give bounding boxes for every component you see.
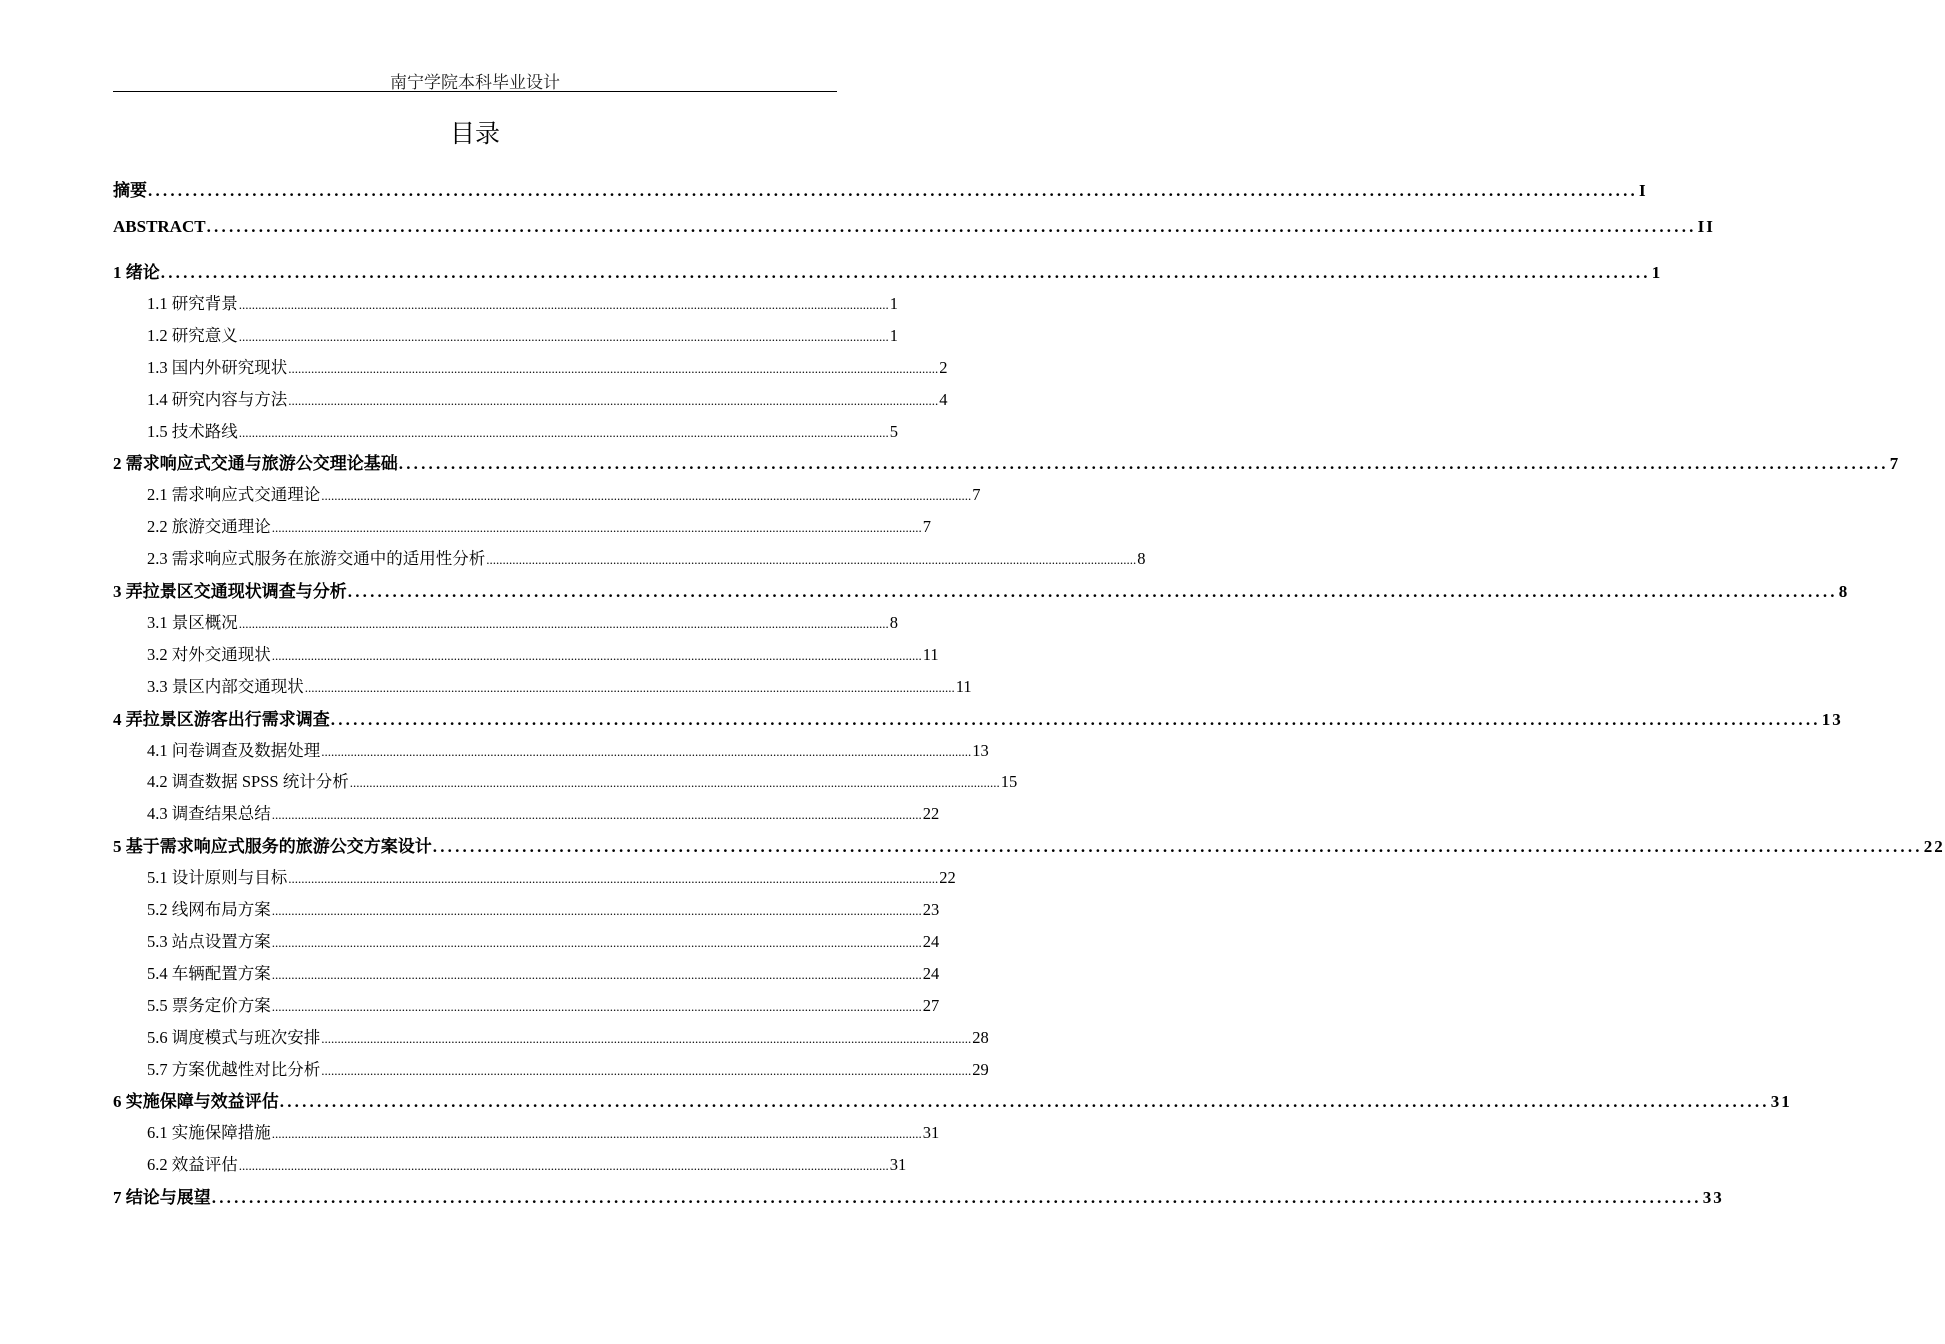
toc-entry-page: 31 [922, 1123, 940, 1143]
toc-entry-page: 27 [922, 995, 940, 1015]
toc-entry-page: 1 [889, 325, 898, 345]
toc-entry[interactable] [113, 1183, 1724, 1208]
toc-entry-page: 1 [1651, 263, 1663, 282]
toc-leader-dots: ........................................................................................................................................................................................................ [486, 552, 1137, 568]
toc-entry[interactable] [113, 481, 981, 505]
toc-leader-dots: ........................................................................................................................................................................................................ [288, 871, 939, 887]
toc-entry[interactable] [113, 290, 898, 314]
toc-entry-title: 5.7 方案优越性对比分析 [147, 1059, 321, 1079]
toc-entry[interactable] [113, 322, 898, 346]
toc-entry-page: 24 [922, 931, 940, 951]
toc-entry-title: 5.4 车辆配置方案 [147, 963, 271, 983]
toc-entry-title: 6.1 实施保障措施 [147, 1123, 271, 1143]
toc-entry[interactable] [113, 896, 940, 920]
toc-entry-page: 11 [955, 676, 972, 696]
toc-leader-dots: ........................................................................................................................................................................................................ [238, 328, 889, 344]
toc-entry[interactable] [113, 258, 1663, 283]
toc-leader-dots: ........................................................................................................................................................................................................ [271, 1126, 922, 1142]
toc-entry-page: 28 [972, 1027, 989, 1047]
toc-entry-page: 11 [922, 644, 939, 664]
toc-entry-page: 22 [939, 868, 956, 888]
toc-entry-page: 1 [889, 293, 898, 313]
toc-entry-page: 15 [1000, 772, 1018, 792]
toc-entry[interactable] [113, 577, 1850, 602]
toc-entry-title: 5.1 设计原则与目标 [147, 868, 288, 888]
toc-entry[interactable] [113, 960, 940, 984]
toc-leader-dots: ........................................................................................................................................................................................................ [321, 1030, 972, 1046]
toc-entry-title: 1.5 技术路线 [147, 421, 238, 441]
toc-entry-page: I [1639, 181, 1648, 200]
toc-entry[interactable] [113, 673, 972, 697]
toc-leader-dots: ........................................................................................................................................................................................................ [321, 488, 972, 504]
toc-leader-dots: ........................................................................................................................................................................................................ [271, 647, 922, 663]
toc-entry-title: 1.4 研究内容与方法 [147, 389, 288, 409]
toc-entry[interactable] [113, 705, 1843, 730]
toc-leader-dots: ........................................................................................................................................................................................................ [148, 181, 1638, 200]
toc-entry[interactable] [113, 641, 939, 665]
toc-leader-dots: ........................................................................................................................................................................................................ [349, 775, 1000, 791]
toc-leader-dots: ........................................................................................................................................................................................................ [238, 1158, 889, 1174]
toc-leader-dots: ........................................................................................................................................................................................................ [271, 934, 922, 950]
toc-leader-dots: ........................................................................................................................................................................................................ [271, 966, 922, 982]
toc-entry[interactable] [113, 737, 989, 761]
toc-entry[interactable] [113, 418, 898, 442]
toc-leader-dots: ........................................................................................................................................................................................................ [271, 903, 922, 918]
toc-entry-title: 1.1 研究背景 [147, 293, 238, 313]
toc-leader-dots: ........................................................................................................................................................................................................ [271, 520, 922, 536]
toc-entry-page: 8 [889, 612, 898, 632]
toc-entry-title: 2 需求响应式交通与旅游公交理论基础 [113, 454, 398, 474]
toc-entry[interactable] [113, 800, 940, 824]
toc-leader-dots: ........................................................................................................................................................................................................ [288, 392, 939, 408]
toc-entry-title: 5.3 站点设置方案 [147, 931, 271, 951]
toc-entry-page: 13 [1821, 709, 1843, 729]
toc-entry[interactable] [113, 176, 1648, 201]
toc-entry-title: 3 弄拉景区交通现状调查与分析 [113, 582, 347, 601]
toc-entry[interactable] [113, 386, 948, 410]
toc-entry-page: 4 [939, 389, 948, 409]
toc-entry-title: 4.2 调查数据 SPSS 统计分析 [147, 772, 349, 792]
toc-entry-title: 4.1 问卷调查及数据处理 [147, 740, 321, 760]
toc-entry[interactable] [113, 545, 1146, 569]
toc-entry-page: 22 [922, 804, 940, 824]
toc-entry[interactable] [113, 992, 940, 1016]
toc-entry[interactable] [113, 928, 940, 952]
toc-entry-title: 3.3 景区内部交通现状 [147, 676, 304, 696]
toc-entry-title: 2.1 需求响应式交通理论 [147, 485, 321, 505]
toc-entry-page: 23 [922, 900, 940, 919]
toc-entry[interactable] [113, 513, 931, 537]
toc-entry-page: 24 [922, 963, 940, 983]
page-title: 目录 [449, 119, 500, 148]
toc-entry-title: 5.2 线网布局方案 [147, 900, 271, 919]
toc-leader-dots: ........................................................................................................................................................................................................ [238, 296, 889, 312]
toc-leader-dots: ........................................................................................................................................................................................................ [432, 837, 1923, 857]
toc-leader-dots: ........................................................................................................................................................................................................ [211, 1188, 1702, 1208]
toc-entry-page: 13 [972, 740, 989, 760]
toc-leader-dots: ........................................................................................................................................................................................................ [279, 1092, 1770, 1112]
header-divider [113, 91, 837, 92]
toc-entry-title: 7 结论与展望 [113, 1188, 211, 1208]
toc-leader-dots: ........................................................................................................................................................................................................ [160, 263, 1651, 282]
toc-entry-title: 2.3 需求响应式服务在旅游交通中的适用性分析 [147, 549, 486, 569]
toc-entry[interactable] [113, 609, 898, 633]
toc-entry-page: 5 [889, 421, 898, 441]
toc-entry-title: 3.2 对外交通现状 [147, 644, 271, 664]
toc-entry[interactable] [113, 354, 948, 378]
toc-leader-dots: ........................................................................................................................................................................................................ [238, 424, 889, 440]
toc-entry-title: 2.2 旅游交通理论 [147, 517, 271, 537]
toc-entry-page: 31 [1770, 1092, 1792, 1112]
toc-entry-title: 4.3 调查结果总结 [147, 804, 271, 824]
toc-leader-dots: ........................................................................................................................................................................................................ [271, 807, 922, 823]
toc-entry[interactable] [113, 1087, 1792, 1112]
toc-entry[interactable] [113, 1119, 940, 1143]
toc-entry-title: 1.3 国内外研究现状 [147, 357, 288, 377]
toc-entry-title: 1 绪论 [113, 263, 160, 282]
toc-entry[interactable] [113, 768, 1018, 792]
toc-leader-dots: ........................................................................................................................................................................................................ [321, 743, 972, 759]
toc-entry-page: 8 [1137, 549, 1146, 569]
toc-entry-page: 7 [922, 517, 931, 537]
toc-entry-title: 摘要 [113, 181, 147, 200]
toc-entry-title: 5 基于需求响应式服务的旅游公交方案设计 [113, 837, 432, 857]
toc-leader-dots: ........................................................................................................................................................................................................ [330, 709, 1821, 729]
toc-entry-title: 5.5 票务定价方案 [147, 995, 271, 1015]
toc-entry-title: 3.1 景区概况 [147, 612, 238, 632]
toc-entry-title: 1.2 研究意义 [147, 325, 238, 345]
toc-leader-dots: ........................................................................................................................................................................................................ [304, 679, 955, 695]
toc-entry[interactable] [113, 217, 1715, 237]
toc-entry-title: 6 实施保障与效益评估 [113, 1092, 279, 1112]
toc-entry[interactable] [113, 864, 956, 888]
toc-entry-page: 33 [1702, 1188, 1724, 1208]
toc-entry[interactable] [113, 449, 1901, 474]
toc-entry-page: 31 [889, 1155, 907, 1175]
toc-leader-dots: ........................................................................................................................................................................................................ [238, 615, 889, 631]
toc-entry-page: 2 [939, 357, 948, 377]
toc-entry-title: 6.2 效益评估 [147, 1155, 238, 1175]
toc-entry[interactable] [113, 1151, 907, 1175]
toc-leader-dots: ........................................................................................................................................................................................................ [347, 582, 1838, 601]
toc-leader-dots: ........................................................................................................................................................................................................ [288, 360, 939, 376]
toc-entry-page: 29 [972, 1059, 989, 1079]
toc-entry-page: II [1697, 217, 1715, 236]
toc-entry-page: 22 [1923, 837, 1945, 857]
toc-entry[interactable] [113, 1024, 989, 1048]
toc-entry-title: 4 弄拉景区游客出行需求调查 [113, 709, 330, 729]
toc-leader-dots: ........................................................................................................................................................................................................ [398, 454, 1889, 474]
page-header: 南宁学院本科毕业设计 [390, 73, 560, 92]
toc-entry-page: 7 [1889, 454, 1901, 474]
toc-entry[interactable] [113, 1056, 989, 1080]
toc-entry-page: 7 [972, 485, 981, 505]
toc-entry-title: 5.6 调度模式与班次安排 [147, 1027, 321, 1047]
toc-leader-dots: ........................................................................................................................................................................................................ [271, 998, 922, 1014]
toc-entry[interactable] [113, 832, 1945, 857]
toc-leader-dots: ........................................................................................................................................................................................................ [206, 217, 1697, 236]
toc-leader-dots: ........................................................................................................................................................................................................ [321, 1062, 972, 1078]
toc-entry-page: 8 [1838, 582, 1850, 601]
toc-entry-title: ABSTRACT [113, 217, 206, 236]
